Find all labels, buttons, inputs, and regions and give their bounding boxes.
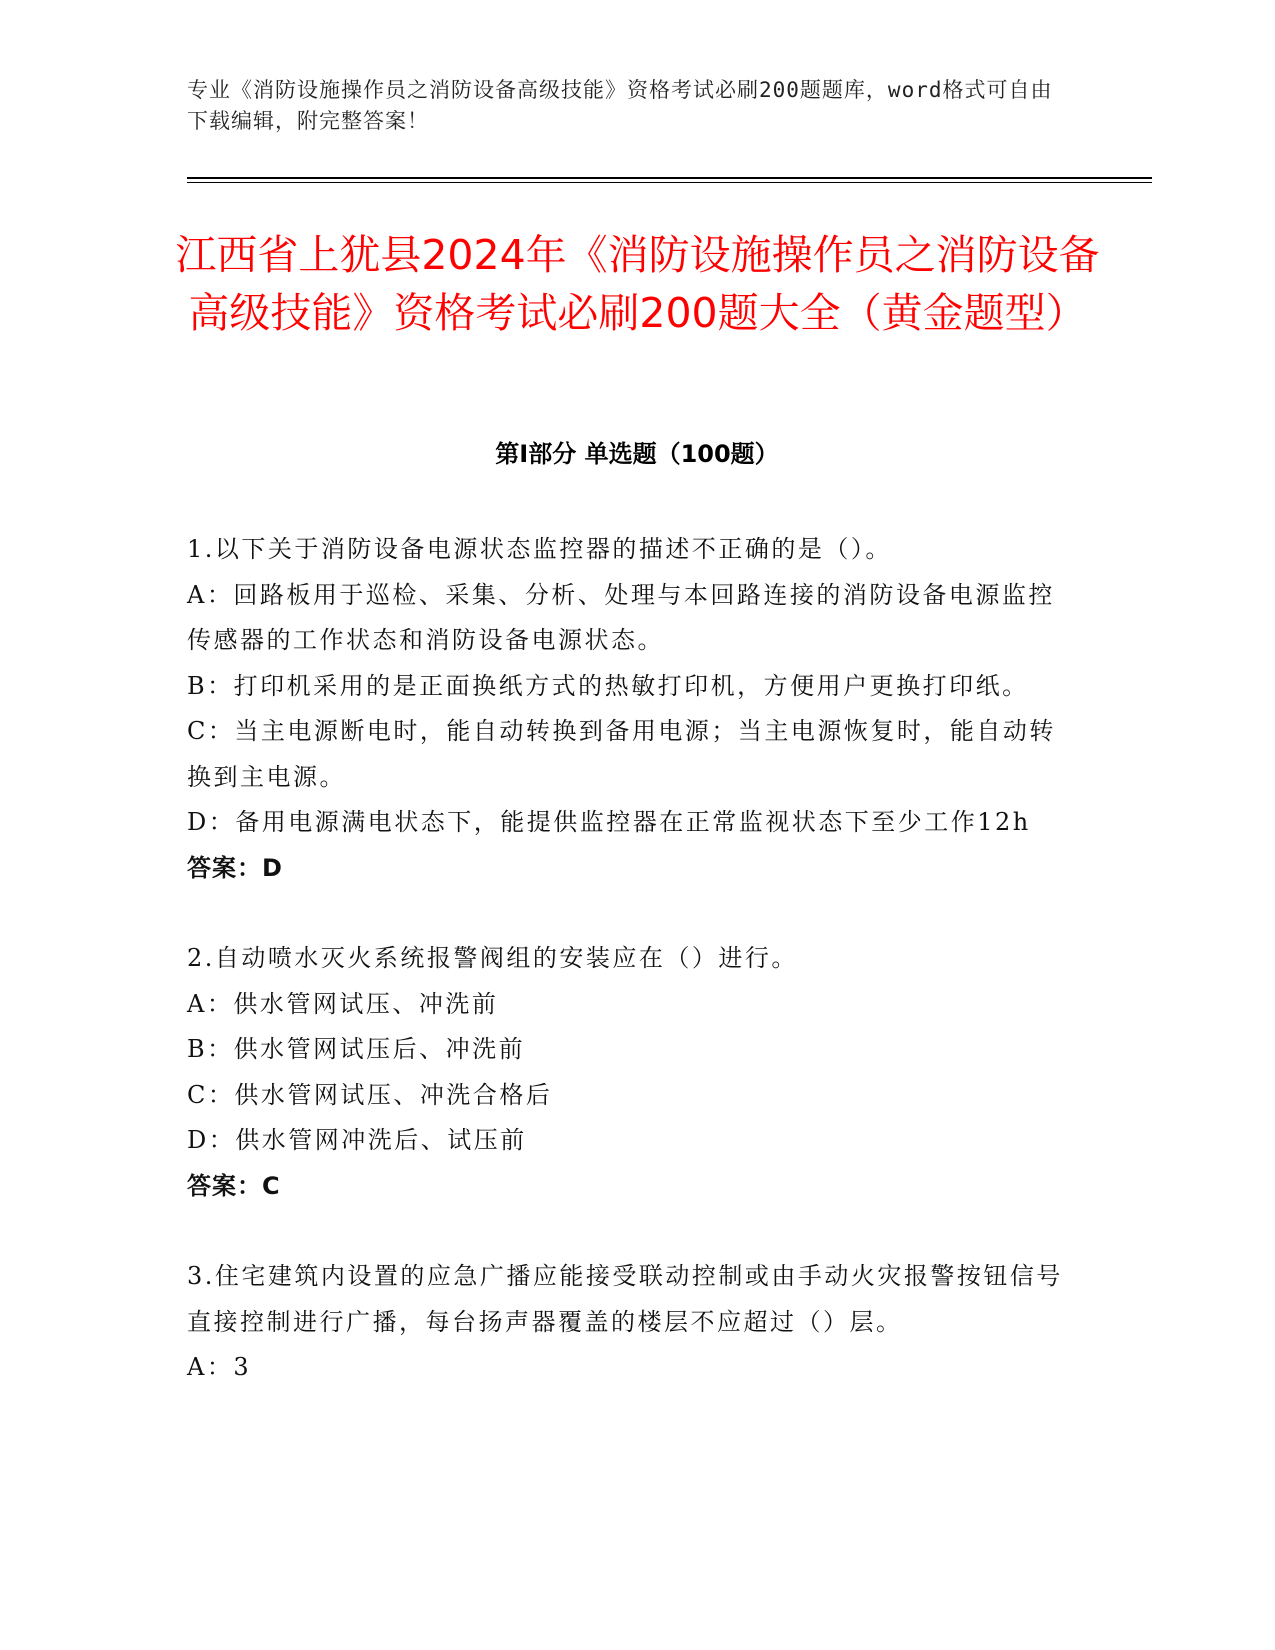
answer: 答案：D: [187, 853, 283, 882]
option-a: A：回路板用于巡检、采集、分析、处理与本回路连接的消防设备电源监控传感器的工作状态和消防设备电源状态。: [187, 580, 1055, 654]
section-title: 第Ⅰ部分 单选题（100题）: [495, 440, 779, 468]
question-stem: 1.以下关于消防设备电源状态监控器的描述不正确的是（）。: [187, 535, 892, 563]
option-d: D：备用电源满电状态下，能提供监控器在正常监视状态下至少工作12h: [187, 808, 1031, 836]
option-d: D：供水管网冲洗后、试压前: [187, 1126, 527, 1154]
question-2: [187, 936, 1067, 1209]
question-stem: 2.自动喷水灭火系统报警阀组的安装应在（）进行。: [187, 944, 798, 972]
option-b: B：打印机采用的是正面换纸方式的热敏打印机，方便用户更换打印纸。: [187, 671, 1029, 700]
header-note: 专业《消防设施操作员之消防设备高级技能》资格考试必刷200题题库，word格式可自由下载编辑，附完整答案！: [187, 78, 1053, 133]
question-stem: 3.住宅建筑内设置的应急广播应能接受联动控制或由手动火灾报警按钮信号直接控制进行广播，每台扬声器覆盖的楼层不应超过（）层。: [187, 1262, 1063, 1336]
option-a: A：供水管网试压、冲洗前: [187, 989, 499, 1018]
header-divider-thin: [187, 182, 1152, 183]
document-title: 江西省上犹县2024年《消防设施操作员之消防设备高级技能》资格考试必刷200题大全（黄金题型）: [175, 231, 1100, 337]
answer: 答案：C: [187, 1171, 281, 1200]
option-a: A：3: [187, 1353, 252, 1381]
question-3: [187, 1254, 1067, 1391]
header-divider-thick: [187, 177, 1152, 179]
option-b: B：供水管网试压后、冲洗前: [187, 1035, 526, 1063]
option-c: C：供水管网试压、冲洗合格后: [187, 1080, 553, 1109]
question-list: [187, 527, 1067, 1436]
question-1: [187, 527, 1067, 891]
option-c: C：当主电源断电时，能自动转换到备用电源；当主电源恢复时，能自动转换到主电源。: [187, 717, 1056, 791]
